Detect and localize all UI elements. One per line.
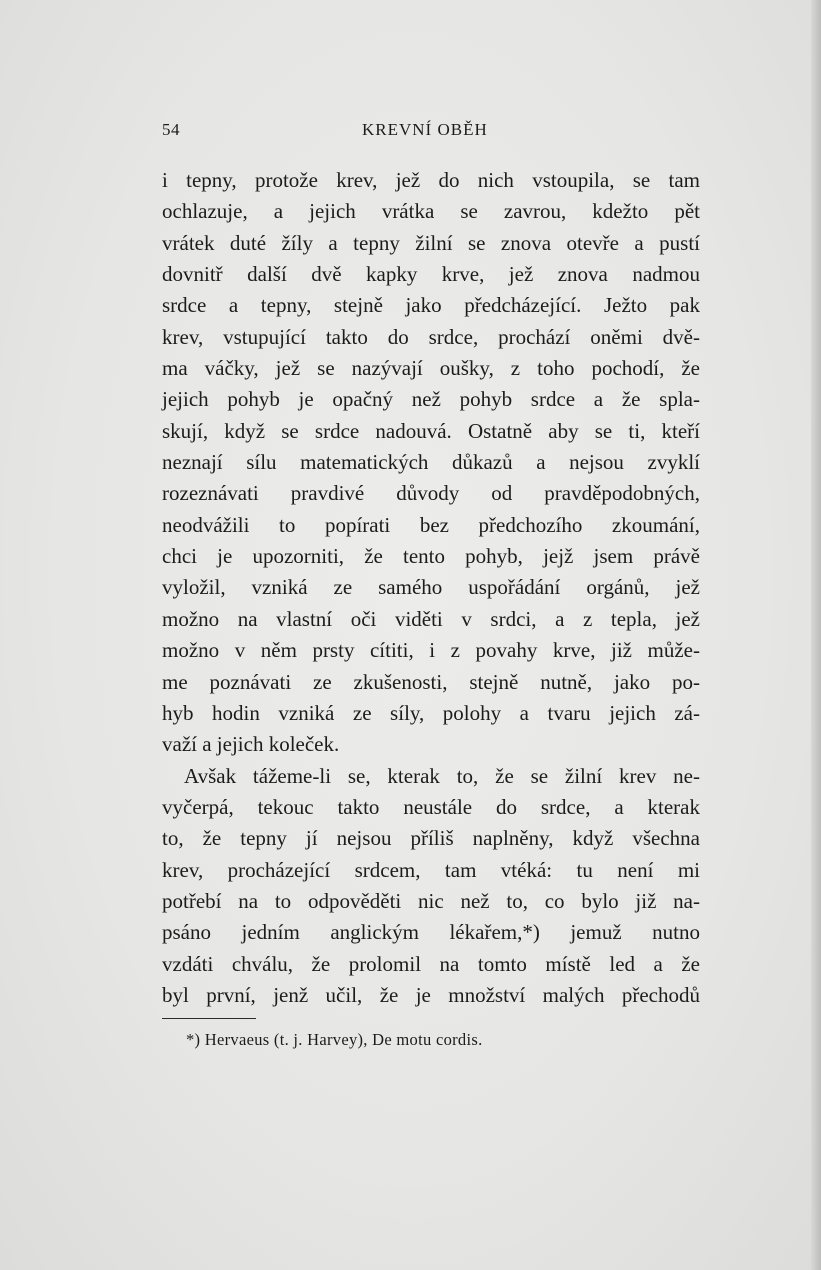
text-line: ochlazuje, a jejich vrátka se zavrou, kdežto pět: [162, 199, 700, 224]
footnote-divider: [162, 1018, 256, 1019]
text-line: vyložil, vzniká ze samého uspořádání orgánů, jež: [162, 575, 700, 600]
text-line: krev, procházející srdcem, tam vtéká: tu není mi: [162, 857, 700, 882]
text-line: me poznávati ze zkušenosti, stejně nutně, jako po-: [162, 669, 700, 694]
text-line: možno na vlastní oči viděti v srdci, a z tepla, jež: [162, 606, 700, 631]
text-line: Avšak tážeme-li se, kterak to, že se žilní krev ne-: [184, 763, 700, 788]
text-line: vrátek duté žíly a tepny žilní se znova otevře a pustí: [162, 230, 700, 255]
text-line: skují, když se srdce nadouvá. Ostatně aby se ti, kteří: [162, 418, 700, 443]
text-line: to, že tepny jí nejsou příliš naplněny, když všechna: [162, 826, 700, 851]
running-head: KREVNÍ OBĚH: [362, 120, 488, 139]
text-line: jejich pohyb je opačný než pohyb srdce a že spla-: [162, 387, 700, 412]
footnote: *) Hervaeus (t. j. Harvey), De motu cordis.: [186, 1030, 483, 1049]
text-line: potřebí na to odpověděti nic než to, co bylo již na-: [162, 888, 700, 913]
text-line: neodvážili to popírati bez předchozího zkoumání,: [162, 512, 700, 537]
page-number: 54: [162, 120, 180, 139]
text-line: rozeznávati pravdivé důvody od pravděpodobných,: [162, 481, 700, 506]
text-line: vyčerpá, tekouc takto neustále do srdce, a kterak: [162, 794, 700, 819]
page-header: [162, 120, 700, 144]
text-line: dovnitř další dvě kapky krve, jež znova nadmou: [162, 262, 700, 287]
text-line: psáno jedním anglickým lékařem,*) jemuž nutno: [162, 920, 700, 945]
text-line: krev, vstupující takto do srdce, prochází oněmi dvě-: [162, 324, 700, 349]
text-line: byl první, jenž učil, že je množství malých přechodů: [162, 982, 700, 1007]
text-line: važí a jejich koleček.: [162, 732, 340, 757]
text-line: chci je upozorniti, že tento pohyb, jejž jsem právě: [162, 544, 700, 569]
text-line: srdce a tepny, stejně jako předcházející. Ježto pak: [162, 293, 700, 318]
text-line: i tepny, protože krev, jež do nich vstoupila, se tam: [162, 168, 700, 192]
text-line: hyb hodin vzniká ze síly, polohy a tvaru jejich zá-: [162, 700, 700, 725]
body-text: [162, 165, 700, 1011]
text-line: ma váčky, jež se nazývají oušky, z toho pochodí, že: [162, 356, 700, 381]
text-line: možno v něm prsty cítiti, i z povahy krve, již může-: [162, 638, 700, 663]
page-edge: [811, 0, 821, 1270]
text-line: vzdáti chválu, že prolomil na tomto místě led a že: [162, 951, 700, 976]
text-line: neznají sílu matematických důkazů a nejsou zvyklí: [162, 450, 700, 475]
